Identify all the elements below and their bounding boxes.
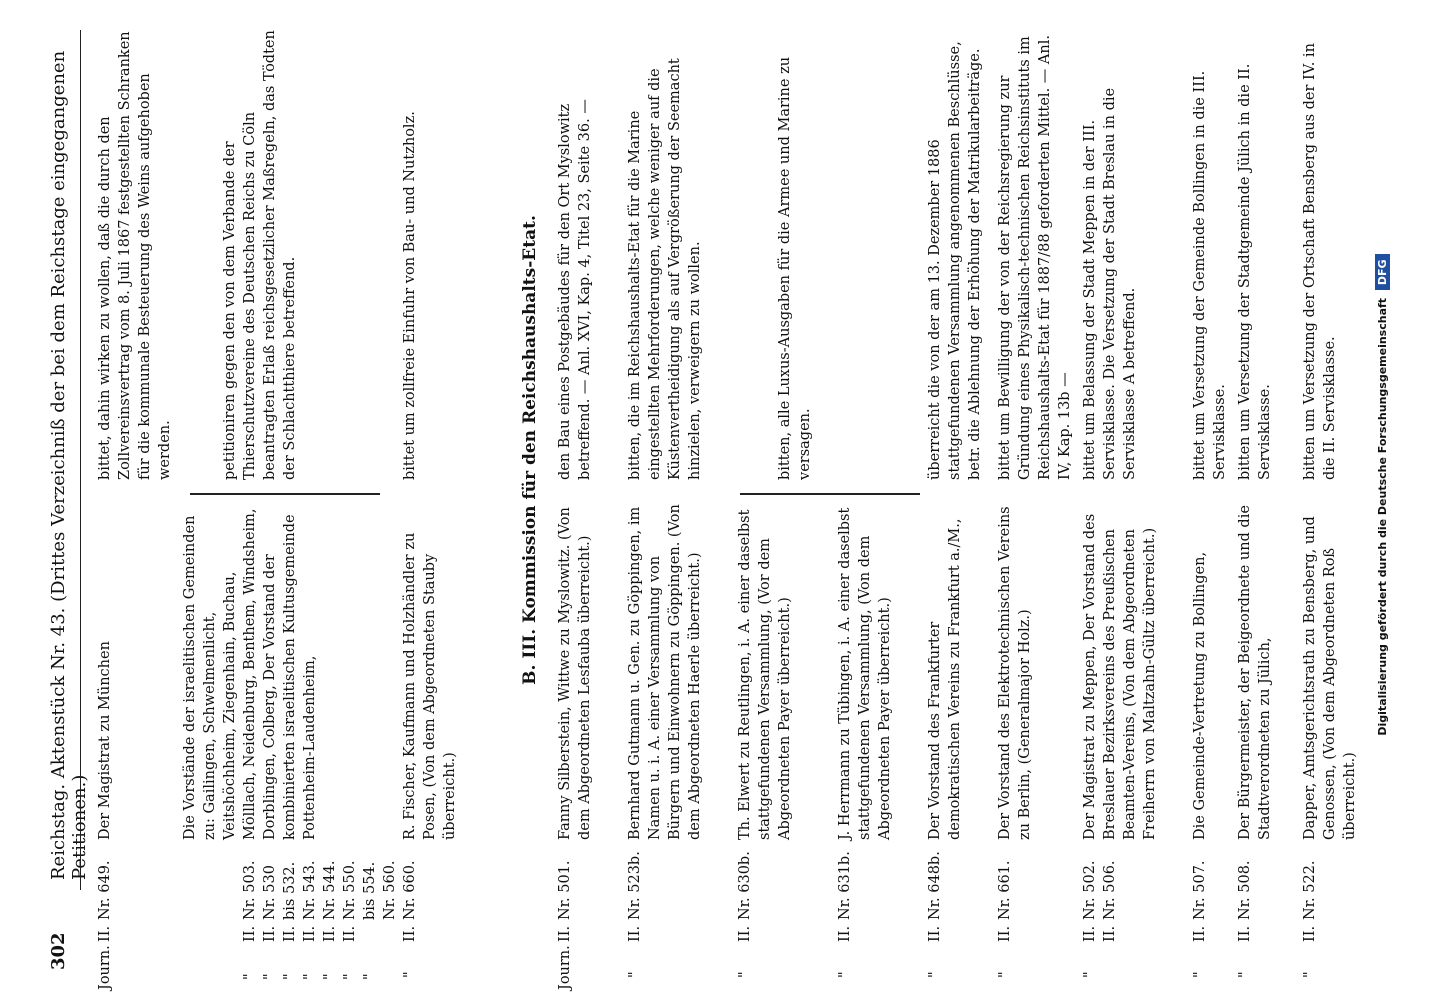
petitioner: Der Bürgermeister, der Beigeordnete und die Stadtverordneten zu Jülich,: [1237, 505, 1273, 840]
petition-number: Nr. 631b.: [837, 851, 853, 920]
petition-request: bitten um Versetzung der Stadtgemeinde Jülich in die II. Servisklasse.: [1237, 63, 1273, 480]
petitioner: Bernhard Gutmann u. Gen. zu Göppingen, im Namen u. i. A. einer Versammlung von Bürgern und Einwohnern zu Göppingen. (Von dem Abgeordneten Haerle überreicht.): [627, 504, 703, 840]
session-label: ": [927, 971, 943, 978]
petition-request: bitten um Versetzung der Ortschaft Bensberg aus der IV. in die II. Servisklasse.: [1302, 43, 1338, 480]
petition-number: Nr. 630b.: [737, 851, 753, 920]
petition-entry: [1190, 0, 1235, 1000]
petitioner: Der Magistrat zu München: [97, 641, 113, 840]
petition-number: Nr. 661.: [997, 860, 1013, 920]
roman-number: II.: [737, 925, 753, 942]
petitioner: Der Vorstand des Elektrotechnischen Vereins zu Berlin, (Generalmajor Holz.): [997, 506, 1033, 840]
petition-entry: [1300, 0, 1375, 1000]
digitization-note: [1375, 35, 1415, 955]
petition-request: den Bau eines Postgebäudes für den Ort Myslowitz betreffend. — Anl. XVI, Kap. 4, Titel 23, Seite 36. —: [557, 99, 593, 480]
petition-entry: [995, 0, 1080, 1000]
petition-entry: [180, 0, 398, 1000]
petition-number: Nr. 522.: [1302, 860, 1318, 920]
session-label: ": [1302, 971, 1318, 978]
session-label: ": [997, 971, 1013, 978]
petition-entry: [95, 0, 175, 1000]
petitioner: Der Magistrat zu Meppen, Der Vorstand des Breslauer Bezirksvereins des Preußischen Beamten-Vereins, (Von dem Abgeordneten Freiherrn von Maltzahn-Gültz überreicht.): [1082, 513, 1158, 840]
petition-number: Nr. 523b.: [627, 851, 643, 920]
petition-number-list: Nr. 503. Nr. 530 bis 532. Nr. 543. Nr. 544. Nr. 550. bis 554. Nr. 560.: [242, 860, 398, 920]
digitization-text: Digitalisierung gefördert durch die Deutsche Forschungsgemeinschaft: [1376, 297, 1389, 736]
petition-entry: [1080, 0, 1190, 1000]
petition-number: Nr. 648b.: [927, 851, 943, 920]
petition-entry: [1235, 0, 1300, 1000]
petitioner: J. Herrmann zu Tübingen, i. A. einer daselbst stattgefundenen Versammlung, (Von dem Abgeordneten Payer überreicht.): [837, 507, 893, 840]
petitioner: Th. Elwert zu Reutlingen, i. A. einer daselbst stattgefundenen Versammlung, (Vor dem Abgeordneten Payer überreicht.): [737, 509, 793, 840]
section-heading: B. III. Kommission für den Reichshaushalts-Etat.: [520, 215, 540, 685]
roman-number: II.: [402, 925, 418, 942]
petition-entry: [400, 0, 490, 1000]
page-number: 302: [48, 932, 69, 970]
petition-number: Nr. 649.: [97, 860, 113, 920]
petition-request: bittet, dahin wirken zu wollen, daß die durch den Zollvereinsvertrag vom 8. Juli 1867 festgestellten Schranken für die kommunale Besteuerung des Weins aufgehoben werden.: [97, 31, 173, 480]
petitioner: Die Gemeinde-Vertretung zu Bollingen,: [1192, 551, 1208, 840]
session-label: ": [737, 971, 753, 978]
petitioner: Fanny Silberstein, Wittwe zu Myslowitz. (Von dem Abgeordneten Lesfauba überreicht.): [557, 507, 593, 840]
petitioner: R. Fischer, Kaufmann und Holzhändler zu Posen, (Von dem Abgeordneten Stauby überreicht.): [402, 532, 458, 840]
dfg-logo: DFG: [1375, 254, 1390, 290]
session-label: Journ.: [97, 945, 113, 990]
petition-request: bittet um zollfreie Einfuhr von Bau- und Nutzholz.: [402, 111, 418, 480]
petition-request: bittet um Bewilligung der von der Reichsregierung zur Gründung eines Physikalisch-technischen Reichsinstituts im Reichshaushalts-Etat für 1887/88 geforderten Mittel. — Anl. IV, Kap. 13b —: [997, 35, 1073, 480]
roman-number: II.: [627, 925, 643, 942]
petition-request: bittet um Belassung der Stadt Meppen in der III. Servisklasse. Die Versetzung der Stadt Breslau in die Servisklasse A betreffend.: [1082, 87, 1138, 480]
roman-number: II.: [997, 925, 1013, 942]
roman-number: II.: [837, 925, 853, 942]
session-label: ": [1082, 971, 1098, 978]
roman-number: II.: [927, 925, 943, 942]
session-label: ": [1192, 971, 1208, 978]
roman-number: II.: [1302, 925, 1318, 942]
petitioner: Dapper, Amtsgerichtsrath zu Bensberg, und Genossen, (Von dem Abgeordneten Roß überreicht.): [1302, 516, 1358, 840]
session-label: ": [837, 971, 853, 978]
petition-number: Nr. 508.: [1237, 860, 1253, 920]
grouping-brace: [190, 493, 380, 495]
page-title: Reichstag. Aktenstück Nr. 43. (Drittes Verzeichniß der bei dem Reichstage eingegangenen Petitionen.): [48, 50, 90, 880]
roman-number: II.: [557, 925, 573, 942]
petition-number-list: Nr. 502. Nr. 506.: [1082, 860, 1118, 920]
petition-entry: [835, 0, 925, 1000]
session-label: ": [402, 971, 418, 978]
petition-request: bitten, die im Reichshaushalts-Etat für die Marine eingestellten Mehrforderungen, welche weniger auf die Küstenvertheidigung als auf Vergrößerung der Seemacht hinzielen, verweigern zu wollen.: [627, 58, 703, 480]
petition-request: bitten, alle Luxus-Ausgaben für die Armee und Marine zu versagen.: [777, 56, 813, 480]
header-rule: [80, 30, 81, 890]
roman-number: II.: [1192, 925, 1208, 942]
petition-number: Nr. 507.: [1192, 860, 1208, 920]
petition-entry: [735, 0, 835, 1000]
roman-number: II.: [1237, 925, 1253, 942]
session-label: ": [1237, 971, 1253, 978]
petition-request: petitioniren gegen den von dem Verbande der Thierschutzvereine des Deutschen Reichs zu Cöln beantragten Erlaß reichsgesetzlicher Maßregeln, das Tödten der Schlachtthiere betreffend.: [222, 30, 298, 480]
petition-entry: [555, 0, 625, 1000]
petitioner: Die Vorstände der israelitischen Gemeinden zu: Gailingen, Schwelmenlicht, Veitshöchheim, Ziegenhain, Buchau, Mölllach, Neidenburg, Benthem, Windsheim, Dorblingen, Colberg, Der Vorstand der kombinierten israelitischen Kultusgemeinde Pottenheim-Laudenheim,: [182, 508, 318, 840]
petition-entry: [625, 0, 735, 1000]
petition-number: Nr. 501.: [557, 860, 573, 920]
session-label: ": [627, 971, 643, 978]
petitioner: Der Vorstand des Frankfurter demokratischen Vereins zu Frankfurt a./M.,: [927, 518, 963, 840]
roman-number-list: II. II.: [1082, 925, 1118, 942]
petition-number: Nr. 660.: [402, 860, 418, 920]
petition-entry: [925, 0, 995, 1000]
session-label: Journ.: [557, 945, 573, 990]
page-header: [40, 30, 90, 970]
ditto-marks: " " " " " " ": [242, 973, 378, 980]
petition-request: überreicht die von der am 13. Dezember 1886 stattgefundenen Versammlung angenommenen Beschlüsse, betr. die Ablehnung der Erhöhung der Matrikularbeiträge.: [927, 41, 983, 480]
roman-number: II.: [97, 925, 113, 942]
petition-request: bittet um Versetzung der Gemeinde Bollingen in die III. Servisklasse.: [1192, 70, 1228, 480]
roman-number-list: II. II. II. II. II. II.: [242, 925, 358, 942]
